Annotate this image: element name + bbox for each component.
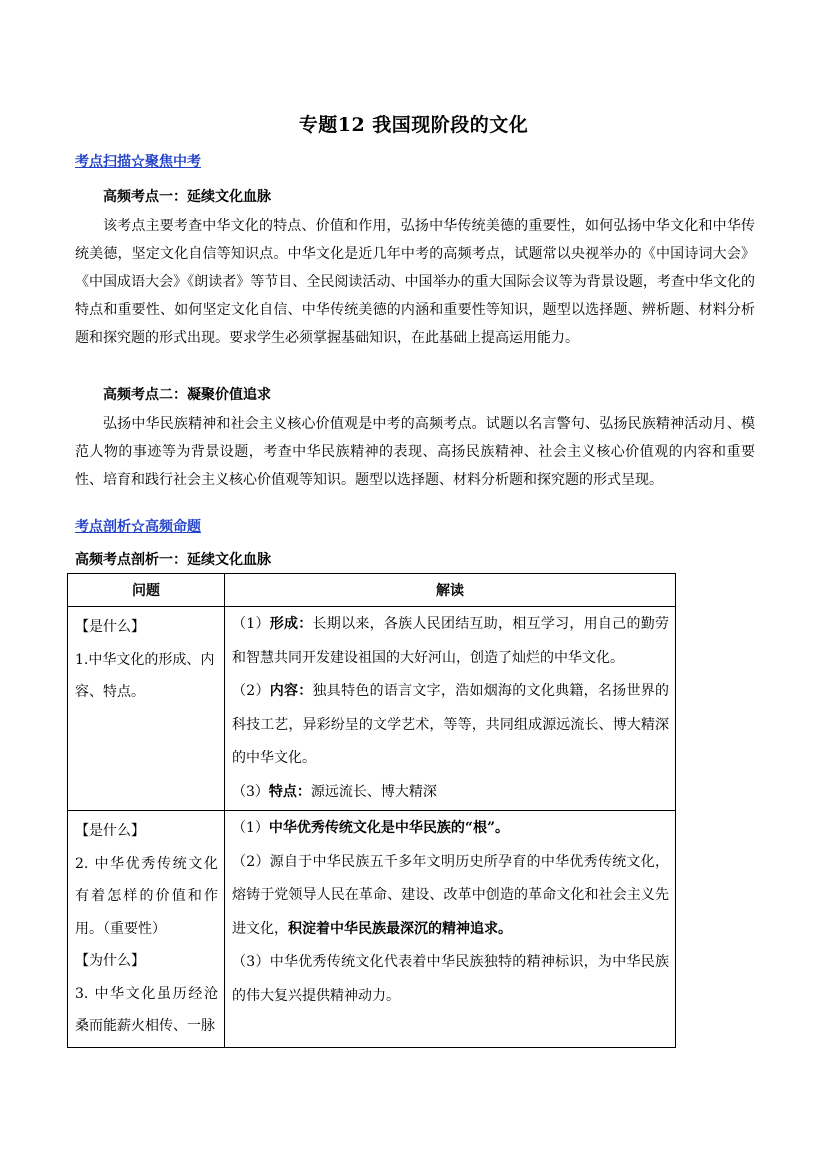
answer-item xyxy=(232,812,669,846)
item-text: （3）中华优秀传统文化代表着中华民族独特的精神标识，为中华民族的伟大复兴提供精神动力。 xyxy=(232,954,669,1004)
item-keyword: 内容： xyxy=(269,683,313,699)
question-cell xyxy=(68,811,225,1048)
question-tag: 【是什么】 xyxy=(75,619,145,635)
item-number: （1） xyxy=(232,616,270,632)
table-header-interpretation: 解读 xyxy=(225,574,676,607)
item-text: 源远流长、博大精深 xyxy=(310,783,437,800)
item-keyword: 特点： xyxy=(268,783,311,800)
hp1-paragraph: 该考点主要考查中华文化的特点、价值和作用，弘扬中华传统美德的重要性，如何弘扬中华文化和中华传统美德，坚定文化自信等知识点。中华文化是近几年中考的高频考点，试题常以央视举办的《中国诗词大会》《中国成语大会》《朗读者》等节目、全民阅读活动、中国举办的重大国际会议等为背景设题，考查中华文化的特点和重要性、如何坚定文化自信、中华传统美德的内涵和重要性等知识，题型以选择题、辨析题、材料分析题和探究题的形式出现。要求学生必须掌握基础知识，在此基础上提高运用能力。 xyxy=(75,218,755,346)
table-header-question: 问题 xyxy=(68,574,225,607)
question-text: 1.中华文化的形成、内容、特点。 xyxy=(75,651,215,700)
answer-item xyxy=(232,946,669,1013)
hp2-heading: 高频考点二：凝聚价值追求 xyxy=(103,387,271,403)
item-number: （1） xyxy=(232,820,269,836)
item-number: （2） xyxy=(232,683,270,699)
item-text: （2）源自于中华民族五千多年文明历史所孕育的中华优秀传统文化，熔铸于党领导人民在革命、建设、改革中创造的革命文化和社会主义先进文化， xyxy=(232,853,669,937)
answer-item xyxy=(232,675,669,776)
page-title: 专题12 我国现阶段的文化 xyxy=(298,114,529,136)
hp2-paragraph: 弘扬中华民族精神和社会主义核心价值观是中考的高频考点。试题以名言警句、弘扬民族精神活动月、模范人物的事迹等为背景设题，考查中华民族精神的表现、高扬民族精神、社会主义核心价值观的内容和重要性、培育和践行社会主义核心价值观等知识。题型以选择题、材料分析题和探究题的形式呈现。 xyxy=(75,416,755,488)
analysis-table xyxy=(67,573,676,1048)
answer-cell xyxy=(225,811,676,1048)
question-tag: 【为什么】 xyxy=(75,953,145,969)
table-row xyxy=(68,811,676,1048)
table-header-row xyxy=(68,574,676,607)
question-cell xyxy=(68,607,225,811)
item-keyword: 积淀着中华民族最深沉的精神追求。 xyxy=(288,920,512,937)
item-keyword: 形成： xyxy=(269,616,313,632)
answer-item xyxy=(232,776,669,810)
item-text: 独具特色的语言文字，浩如烟海的文化典籍，名扬世界的科技工艺，异彩纷呈的文学艺术，等等，共同组成源远流长、博大精深的中华文化。 xyxy=(232,683,669,766)
hp1-heading: 高频考点一：延续文化血脉 xyxy=(103,189,271,205)
table-row xyxy=(68,607,676,811)
item-number: （3） xyxy=(232,783,269,800)
answer-item xyxy=(232,608,669,675)
answer-cell xyxy=(225,607,676,811)
question-tag: 【是什么】 xyxy=(75,823,145,839)
section-link-analysis[interactable]: 考点剖析☆高频命题 xyxy=(75,519,201,535)
answer-item xyxy=(232,846,669,947)
question-text: 3. 中华文化虽历经沧桑而能薪火相传、一脉 xyxy=(75,985,218,1034)
question-text: 2. 中华优秀传统文化有着怎样的价值和作用。（重要性） xyxy=(75,855,218,937)
item-keyword: 中华优秀传统文化是中华民族的“根”。 xyxy=(268,820,510,836)
analysis-heading: 高频考点剖析一：延续文化血脉 xyxy=(75,552,271,568)
item-text: 长期以来，各族人民团结互助，相互学习，用自己的勤劳和智慧共同开发建设祖国的大好河山，创造了灿烂的中华文化。 xyxy=(232,616,669,666)
section-link-scan[interactable]: 考点扫描☆聚焦中考 xyxy=(75,154,201,170)
